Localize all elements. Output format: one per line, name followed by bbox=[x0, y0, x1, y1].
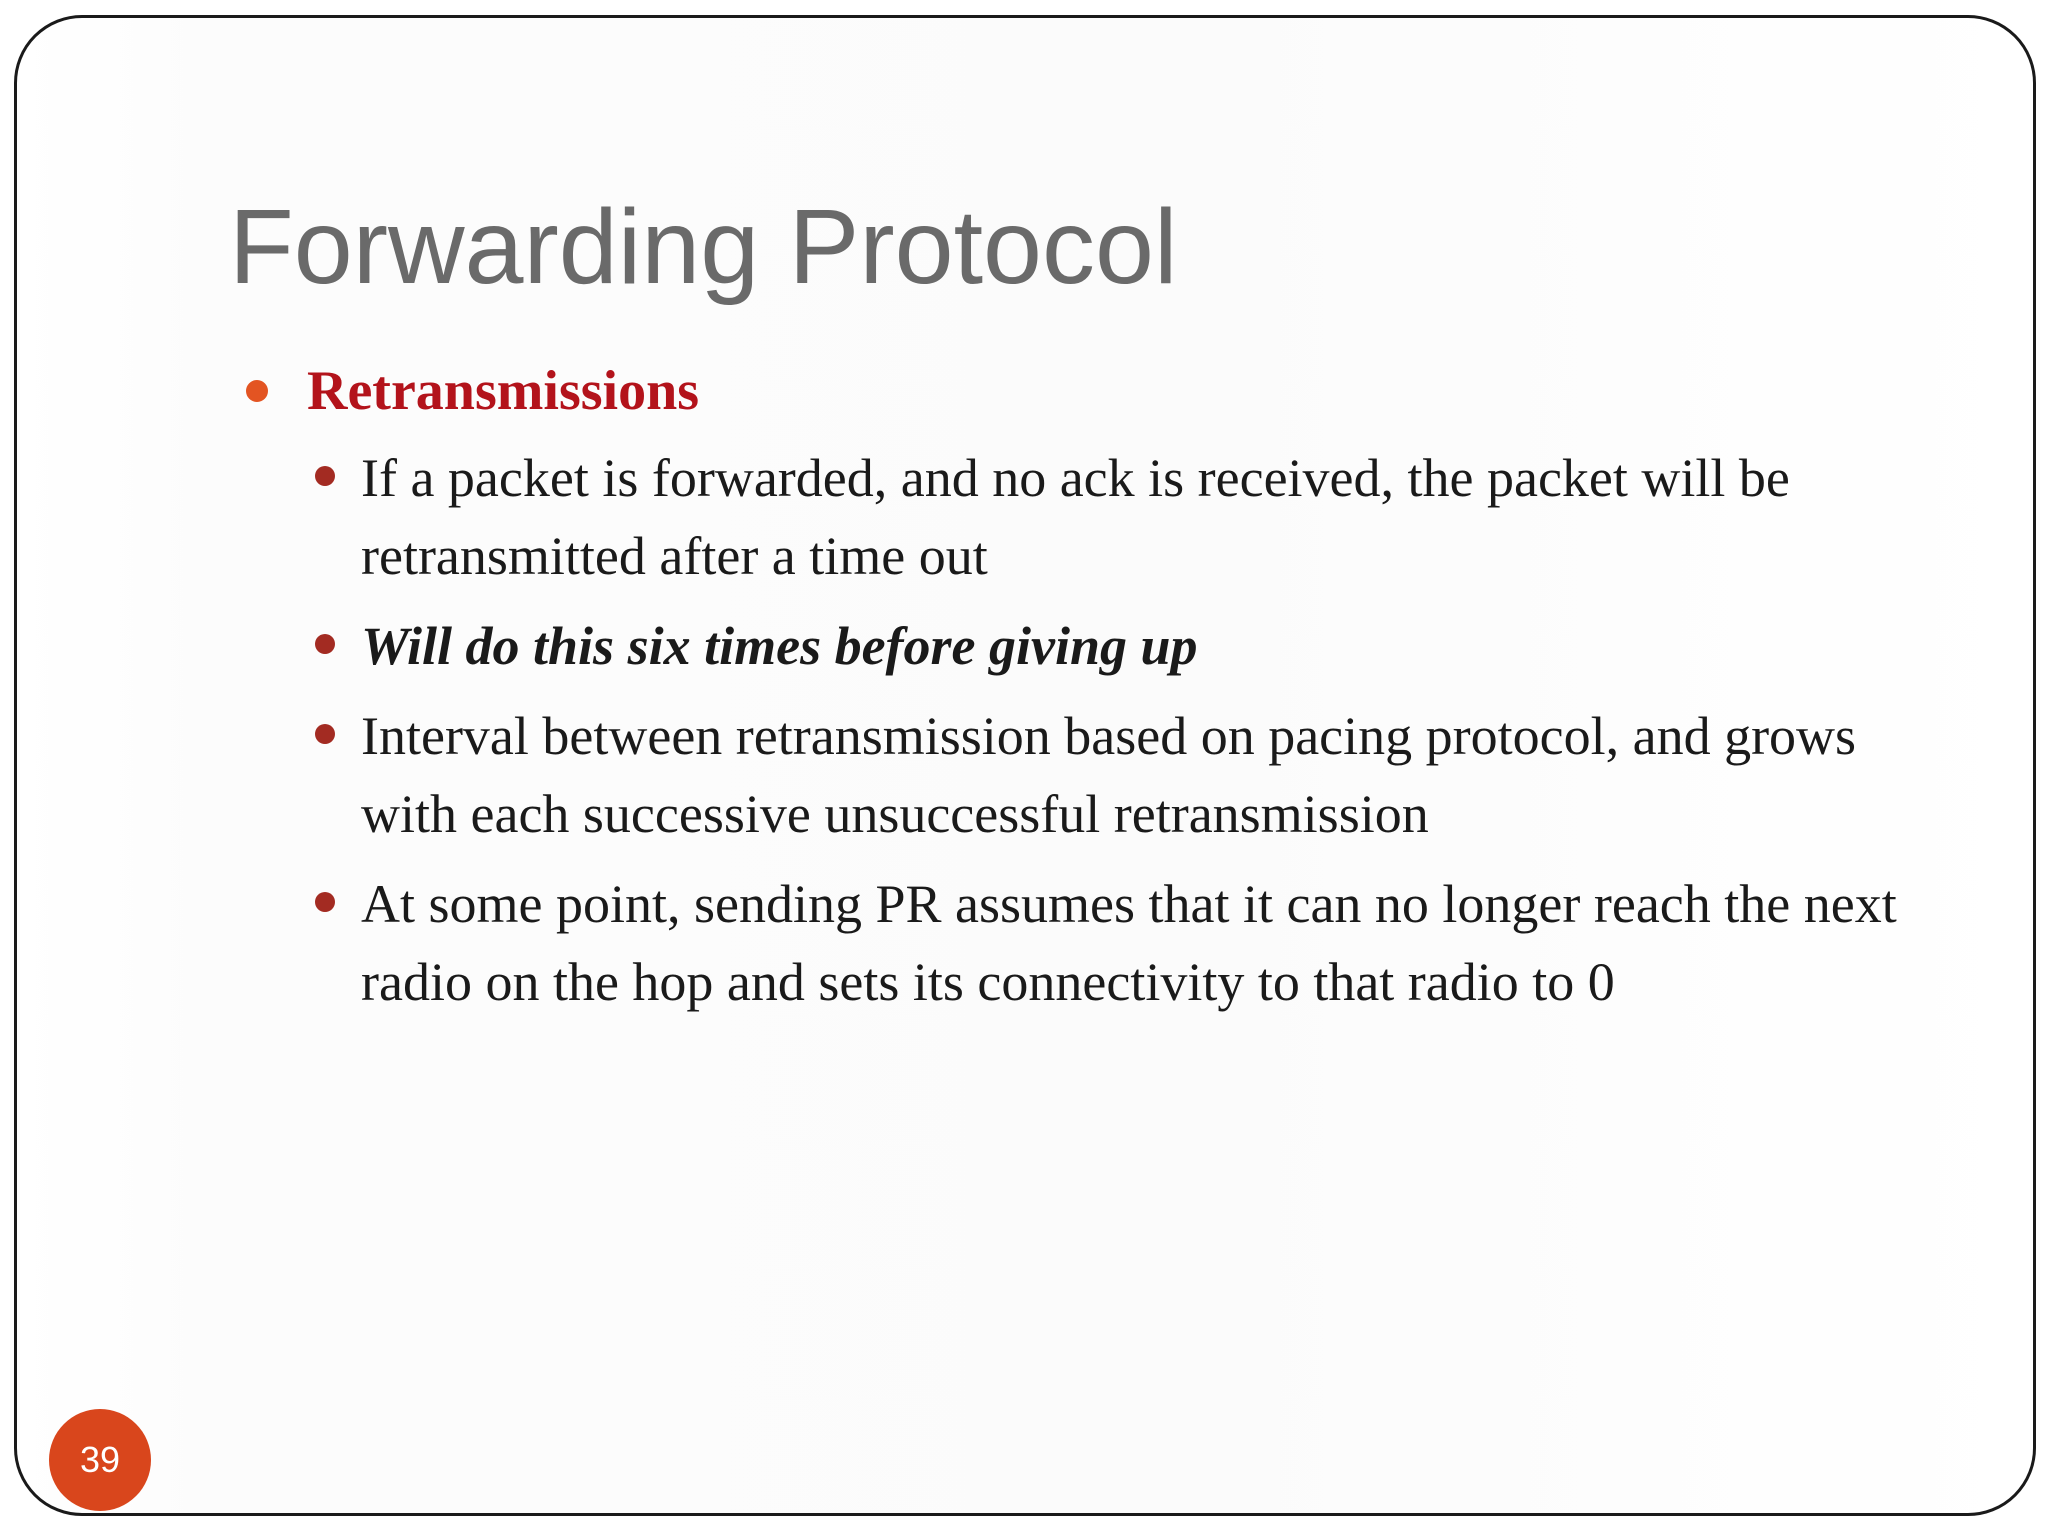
list-item-text: At some point, sending PR assumes that it can no longer reach the next radio on the hop and sets its connectivity to that radio to 0 bbox=[361, 874, 1897, 1012]
page-number-badge: 39 bbox=[49, 1409, 151, 1511]
heading-text: Retransmissions bbox=[307, 360, 700, 422]
list-item-text: Will do this six times before giving up bbox=[361, 616, 1198, 676]
slide-content bbox=[229, 353, 1949, 1033]
bullet-dot-icon bbox=[315, 724, 335, 744]
list-item bbox=[307, 439, 1949, 595]
heading-item bbox=[229, 353, 1949, 429]
bullet-dot-icon bbox=[315, 466, 335, 486]
list-item bbox=[307, 697, 1949, 853]
slide-title: Forwarding Protocol bbox=[229, 188, 1178, 306]
slide bbox=[14, 15, 2036, 1516]
bullet-dot-icon bbox=[315, 634, 335, 654]
bullet-dot-icon bbox=[315, 892, 335, 912]
bullet-dot-icon bbox=[246, 380, 268, 402]
list-item bbox=[307, 865, 1949, 1021]
list-item-text: Interval between retransmission based on pacing protocol, and grows with each successive unsuccessful retransmission bbox=[361, 706, 1857, 844]
list-item-text: If a packet is forwarded, and no ack is received, the packet will be retransmitted after a time out bbox=[361, 448, 1790, 586]
list-item bbox=[307, 607, 1949, 685]
